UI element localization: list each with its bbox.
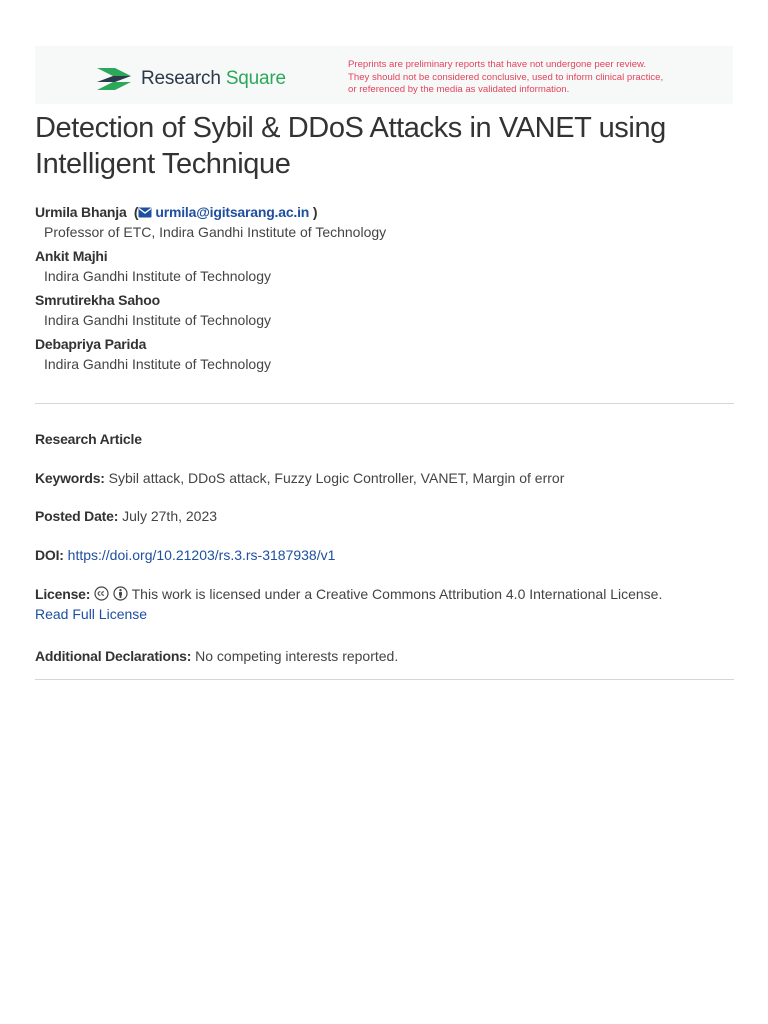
author-list [35, 202, 735, 378]
by-icon [113, 586, 128, 601]
research-square-logo[interactable] [95, 64, 286, 94]
license-text: This work is licensed under a Creative Commons Attribution 4.0 International License. [131, 586, 663, 602]
article-type [35, 429, 735, 449]
divider [35, 679, 734, 680]
disclaimer-line: Preprints are preliminary reports that have not undergone peer review. [348, 59, 647, 70]
author-affiliation: Professor of ETC, Indira Gandhi Institute of Technology [44, 224, 387, 240]
preprint-banner [35, 46, 733, 104]
author-name: Urmila Bhanja [35, 204, 127, 220]
cc-icon [94, 586, 109, 601]
posted-date-row [35, 506, 735, 526]
author-affiliation: Indira Gandhi Institute of Technology [44, 312, 272, 328]
author-entry: Urmila Bhanja ( urmila@igitsarang.ac.in ) Professor of ETC, Indira Gandhi Institute of Technology [35, 202, 735, 242]
posted-date-label: Posted Date: [35, 508, 119, 524]
logo-wordmark [141, 68, 286, 90]
author-name: Ankit Majhi [35, 248, 108, 264]
disclaimer-line: They should not be considered conclusive, used to inform clinical practice, [348, 71, 664, 83]
doi-link[interactable]: https://doi.org/10.21203/rs.3.rs-3187938/v1 [67, 547, 336, 563]
logo-word-research: Research [141, 68, 221, 89]
research-square-logo-icon [95, 64, 133, 94]
article-type-label: Research Article [35, 431, 142, 447]
posted-date-value: July 27th, 2023 [122, 508, 218, 524]
license-row [35, 584, 735, 624]
author-entry [35, 246, 735, 286]
license-label: License: [35, 586, 91, 602]
keywords-row [35, 468, 735, 488]
preprint-disclaimer [348, 59, 698, 97]
doi-label: DOI: [35, 547, 64, 563]
envelope-icon [138, 207, 152, 218]
doi-row [35, 545, 735, 565]
author-email-link[interactable] [138, 204, 309, 220]
read-full-license-link[interactable]: Read Full License [35, 606, 148, 622]
keywords-label: Keywords: [35, 470, 105, 486]
author-entry [35, 334, 735, 374]
logo-word-square: Square [225, 68, 286, 89]
disclaimer-line: or referenced by the media as validated information. [348, 84, 570, 95]
declarations-row [35, 646, 735, 666]
paper-title: Detection of Sybil & DDoS Attacks in VANET using Intelligent Technique [35, 112, 666, 180]
keywords-value: Sybil attack, DDoS attack, Fuzzy Logic Controller, VANET, Margin of error [108, 470, 565, 486]
author-name: Debapriya Parida [35, 336, 147, 352]
author-affiliation: Indira Gandhi Institute of Technology [44, 268, 272, 284]
declarations-label: Additional Declarations: [35, 648, 192, 664]
divider [35, 403, 734, 404]
author-email: urmila@igitsarang.ac.in [155, 204, 310, 220]
author-entry [35, 290, 735, 330]
declarations-value: No competing interests reported. [195, 648, 399, 664]
author-affiliation: Indira Gandhi Institute of Technology [44, 356, 272, 372]
author-name: Smrutirekha Sahoo [35, 292, 160, 308]
